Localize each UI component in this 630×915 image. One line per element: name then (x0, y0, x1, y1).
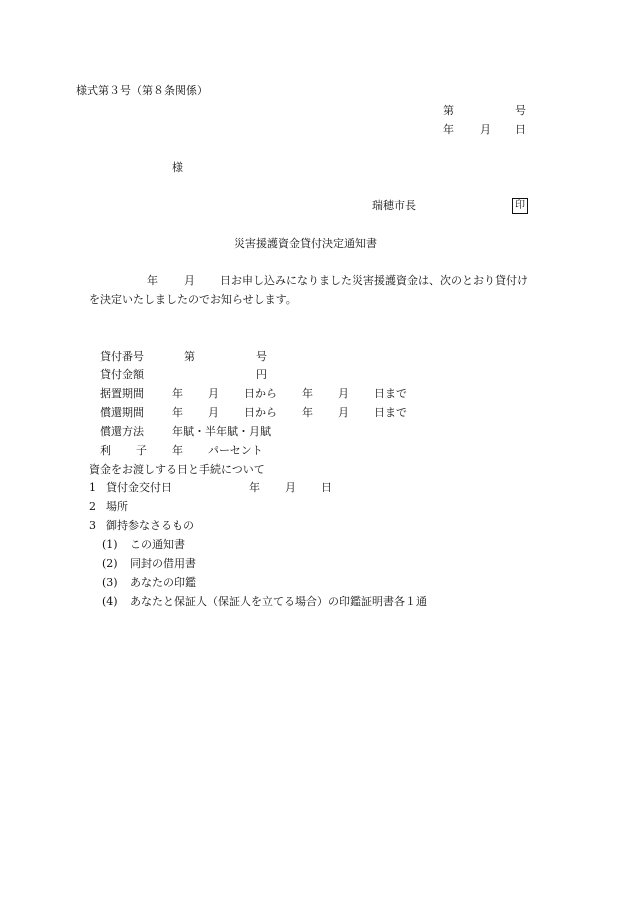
interest-year: 年 (172, 444, 183, 457)
subitem-text: この通知書 (130, 538, 185, 551)
interest-unit: パーセント (208, 444, 263, 457)
deferment-to-year: 年 (302, 387, 313, 400)
date-day: 日 (515, 123, 526, 136)
repayment-to-month: 月 (338, 406, 349, 419)
item3-label: 御持参なさるもの (106, 519, 194, 532)
deferment-to-day: 日まで (374, 387, 407, 400)
loan-number-prefix: 第 (184, 350, 195, 363)
repayment-from-year: 年 (172, 406, 183, 419)
deferment-from-day: 日から (244, 387, 277, 400)
method-label: 償還方法 (100, 425, 144, 438)
subitem-number: (1) (102, 538, 118, 551)
item1-month: 月 (285, 481, 296, 494)
item2-number: 2 (89, 500, 96, 513)
procedure-heading: 資金をお渡しする日と手続について (89, 463, 265, 476)
body-year: 年 (147, 274, 158, 287)
deferment-from-year: 年 (172, 387, 183, 400)
subitem-text: あなたと保証人（保証人を立てる場合）の印鑑証明書各１通 (130, 595, 427, 608)
addressee-honorific: 様 (172, 161, 183, 174)
repayment-from-day: 日から (244, 406, 277, 419)
document-title: 災害援護資金貸付決定通知書 (234, 237, 377, 250)
deferment-from-month: 月 (208, 387, 219, 400)
document-number-suffix: 号 (515, 104, 526, 117)
subitem-number: (3) (102, 576, 118, 589)
deferment-to-month: 月 (338, 387, 349, 400)
body-month: 月 (184, 274, 195, 287)
repayment-label: 償還期間 (100, 406, 144, 419)
issuer-name: 瑞穂市長 (372, 199, 416, 212)
interest-label-2: 子 (136, 444, 147, 457)
item1-number: 1 (89, 481, 96, 494)
repayment-to-day: 日まで (374, 406, 407, 419)
interest-label-1: 利 (100, 444, 111, 457)
loan-number-suffix: 号 (256, 350, 267, 363)
item1-year: 年 (249, 481, 260, 494)
amount-label: 貸付金額 (100, 368, 144, 381)
method-value: 年賦・半年賦・月賦 (172, 425, 271, 438)
seal-mark: 印 (512, 198, 528, 214)
item2-label: 場所 (106, 500, 128, 513)
form-label: 様式第３号（第８条関係） (76, 84, 208, 97)
subitem-text: 同封の借用書 (130, 557, 196, 570)
body-line1: 日お申し込みになりました災害援護資金は、次のとおり貸付け (220, 274, 528, 287)
body-line2: を決定いたしましたのでお知らせします。 (89, 293, 297, 306)
item1-label: 貸付金交付日 (106, 481, 172, 494)
loan-number-label: 貸付番号 (100, 350, 144, 363)
document-number-prefix: 第 (443, 104, 454, 117)
subitem-number: (4) (102, 595, 118, 608)
repayment-from-month: 月 (208, 406, 219, 419)
repayment-to-year: 年 (302, 406, 313, 419)
item3-number: 3 (89, 519, 96, 532)
subitem-text: あなたの印鑑 (130, 576, 196, 589)
deferment-label: 据置期間 (100, 387, 144, 400)
date-month: 月 (480, 123, 491, 136)
date-year: 年 (443, 123, 454, 136)
amount-unit: 円 (256, 368, 267, 381)
subitem-number: (2) (102, 557, 118, 570)
item1-day: 日 (321, 481, 332, 494)
